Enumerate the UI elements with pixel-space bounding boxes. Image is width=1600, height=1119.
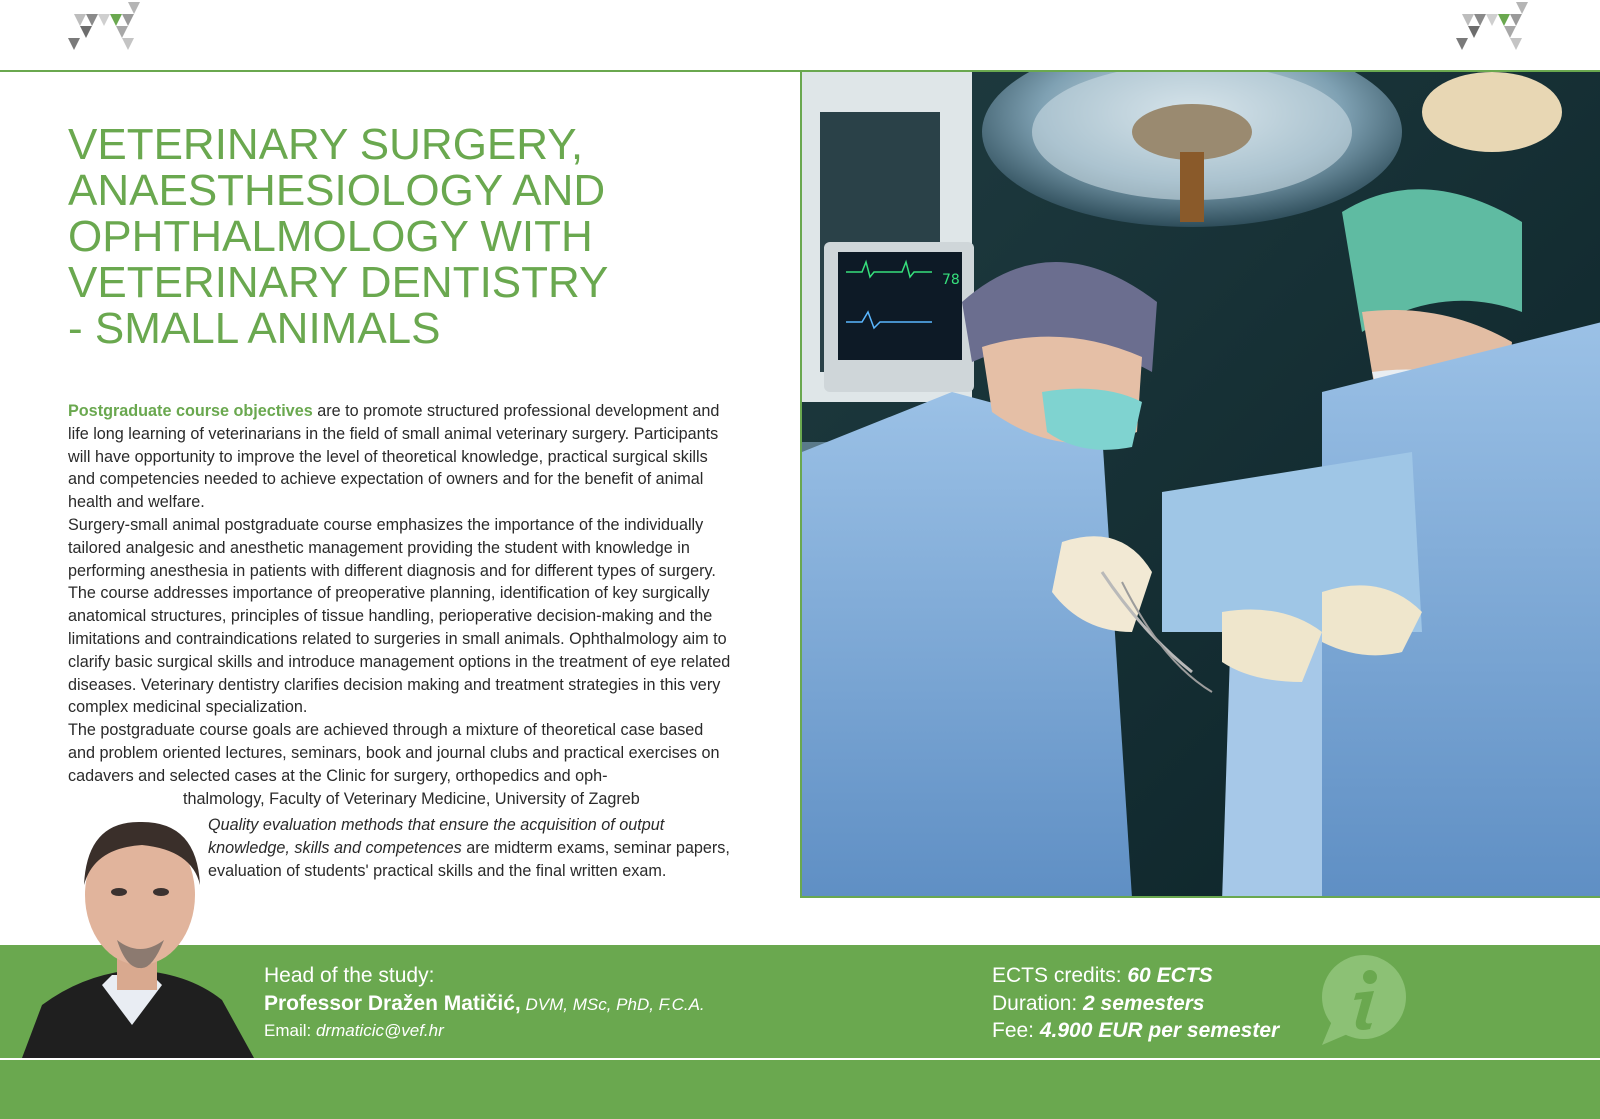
head-name-line [264,990,705,1019]
footer-bottom-band [0,1060,1600,1119]
brand-logo-right [1454,0,1534,56]
ects-label: ECTS credits: [992,964,1128,987]
quality-evaluation [208,814,734,882]
professor-portrait [22,800,254,1058]
head-credentials: DVM, MSc, PhD, F.C.A. [520,995,705,1014]
course-facts [992,962,1279,1045]
duration-line [992,990,1279,1018]
course-description [68,400,734,810]
quality-rest: are midterm exams, seminar papers, evaluation of students' practical skills and the final written exam. [208,838,730,880]
email-link[interactable]: drmaticic@vef.hr [315,1021,444,1040]
fee-label: Fee: [992,1019,1040,1042]
title-line: VETERINARY SURGERY, [68,120,584,169]
head-of-study [264,962,705,1043]
ects-line [992,962,1279,990]
surgery-photo [800,72,1600,898]
objectives-lead: Postgraduate course objectives [68,402,313,420]
svg-text:78: 78 [942,272,960,288]
quality-italic: Quality evaluation methods that ensure the acquisition of output knowledge, skills and competences [208,816,665,857]
head-email-line [264,1019,705,1043]
title-line: - SMALL ANIMALS [68,304,441,353]
info-icon [1314,953,1410,1049]
title-line: OPHTHALMOLOGY WITH [68,212,593,261]
ects-value: 60 ECTS [1127,964,1213,987]
surgery-paragraph: Surgery-small animal postgraduate course emphasizes the importance of the individually tailored analgesic and anesthetic management providing the student with knowledge in performing anesthesia in patients with different diagnosis and for different types of surgery. The course addresses importance of preoperative planning, identification of key surgically anatomical structures, principles of tissue handling, perioperative decision-making and the limitations and contraindications related to surgeries in small animals. Ophthalmology aim to clarify basic surgical skills and introduce management options in the treatment of eye related diseases. Veterinary dentistry clarifies decision making and treatment strategies in this very complex medicinal specialization. [68,515,731,717]
fee-value: 4.900 EUR per semester [1039,1019,1280,1042]
title-line: VETERINARY DENTISTRY [68,258,609,307]
page-title [68,122,768,352]
fee-line [992,1017,1279,1045]
duration-value: 2 semesters [1083,991,1205,1015]
goals-paragraph-end: thalmology, Faculty of Veterinary Medicine, University of Zagreb [183,789,640,808]
duration-label: Duration: [992,991,1084,1015]
quality-paragraph [208,814,734,882]
title-line: ANAESTHESIOLOGY AND [68,166,606,215]
email-label: Email: [264,1021,316,1040]
head-name: Professor Dražen Matičić, [264,992,521,1015]
objectives-paragraph [68,400,734,514]
brand-logo-left [66,0,146,56]
head-label: Head of the study: [264,964,435,987]
goals-paragraph: The postgraduate course goals are achieved through a mixture of theoretical case based and problem oriented lectures, seminars, book and journal clubs and practical exercises on cadavers and selected cases at the Clinic for surgery, orthopedics and oph- [68,721,720,785]
objectives-text: are to promote structured professional development and life long learning of veterinarians in the field of small animal veterinary surgery. Participants will have opportunity to improve the level of theoretical knowledge, practical surgical skills and competencies needed to achieve expectation of owners and for the benefit of animal health and welfare. [68,402,720,512]
